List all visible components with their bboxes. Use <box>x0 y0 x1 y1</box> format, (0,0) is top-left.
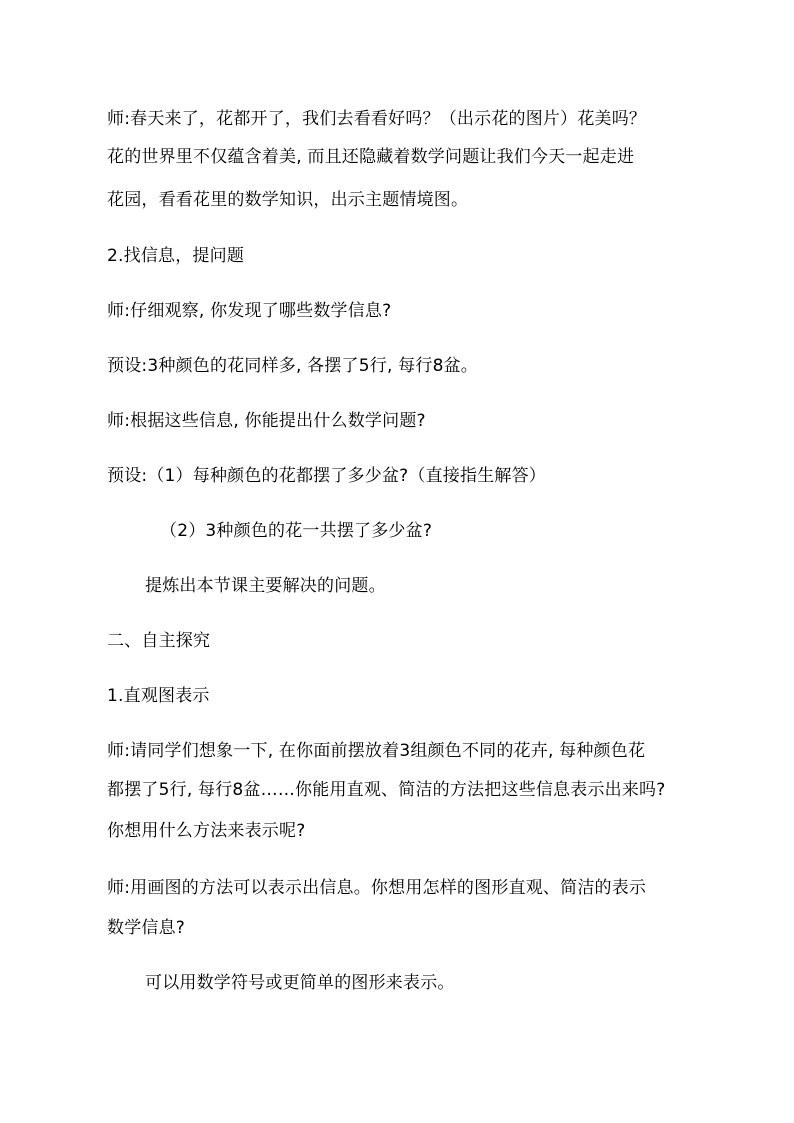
paragraph-imagine-line-1: 师:请同学们想象一下, 在你面前摆放着3组颜色不同的花卉, 每种颜色花 <box>107 741 646 761</box>
paragraph-drawing-line-1: 师:用画图的方法可以表示出信息。你想用怎样的图形直观、简洁的表示 <box>107 878 647 898</box>
section-heading-explore: 二、自主探究 <box>107 631 211 651</box>
subsection-heading-diagram: 1.直观图表示 <box>107 686 210 706</box>
paragraph-drawing-line-2: 数学信息? <box>107 918 186 938</box>
paragraph-intro-line-3: 花园，看看花里的数学知识，出示主题情境图。 <box>107 190 469 210</box>
preset-question-1: 预设:（1）每种颜色的花都摆了多少盆?（直接指生解答） <box>107 466 546 486</box>
preset-question-2: （2）3种颜色的花一共摆了多少盆? <box>160 521 433 541</box>
teacher-question-observe: 师:仔细观察, 你发现了哪些数学信息? <box>107 301 392 321</box>
teacher-question-ask: 师:根据这些信息, 你能提出什么数学问题? <box>107 411 426 431</box>
summary-line: 提炼出本节课主要解决的问题。 <box>145 576 386 596</box>
preset-answer-info: 预设:3种颜色的花同样多, 各摆了5行, 每行8盆。 <box>107 356 478 376</box>
paragraph-intro-line-1: 师:春天来了，花都开了，我们去看看好吗？（出示花的图片）花美吗？ <box>107 109 647 129</box>
section-heading-find-info: 2.找信息，提问题 <box>107 246 245 266</box>
paragraph-intro-line-2: 花的世界里不仅蕴含着美, 而且还隐藏着数学问题让我们今天一起走进 <box>107 147 635 167</box>
closing-line: 可以用数学符号或更简单的图形来表示。 <box>145 973 455 993</box>
paragraph-imagine-line-2: 都摆了5行, 每行8盆……你能用直观、简洁的方法把这些信息表示出来吗? <box>107 780 666 800</box>
paragraph-imagine-line-3: 你想用什么方法来表示呢? <box>107 821 306 841</box>
